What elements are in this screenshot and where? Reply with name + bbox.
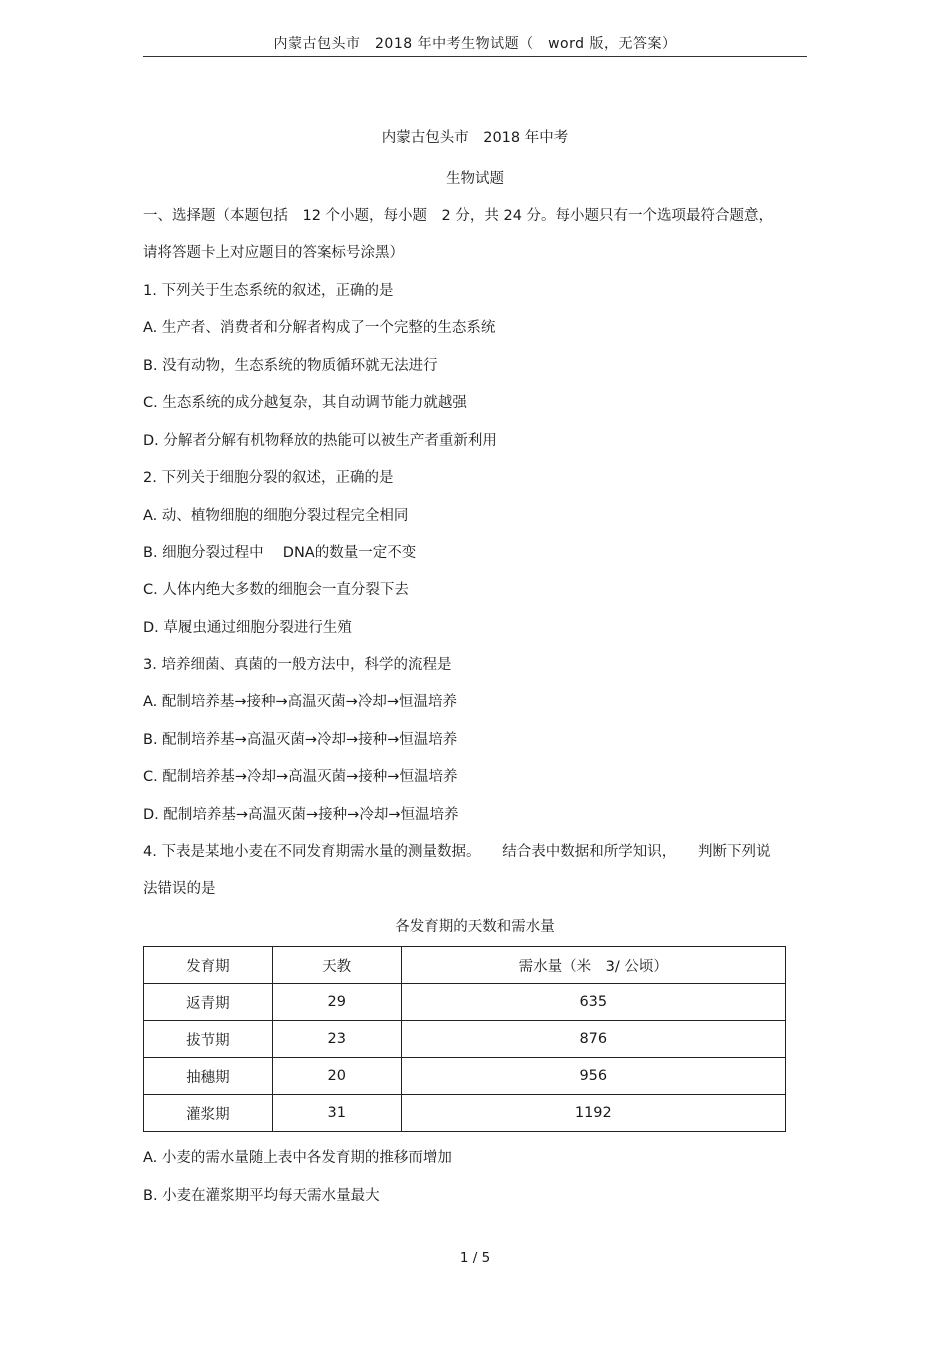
document-title: 内蒙古包头市 2018 年中考: [381, 130, 569, 146]
table-cell-stage: 抽穗期: [144, 1058, 273, 1095]
table-row: [144, 1021, 786, 1058]
table-caption: 各发育期的天数和需水量: [395, 919, 555, 935]
table-cell-days: 29: [272, 984, 401, 1021]
question-4-option-b: B. 小麦在灌浆期平均每天需水量最大: [143, 1188, 380, 1204]
question-1-option-d: D. 分解者分解有机物释放的热能可以被生产者重新利用: [143, 433, 497, 449]
section-intro-continued: 请将答题卡上对应题目的答案标号涂黑）: [143, 245, 404, 261]
table-cell-water: 956: [401, 1058, 785, 1095]
question-2-option-a: A. 动、植物细胞的细胞分裂过程完全相同: [143, 508, 409, 524]
question-3-option-b: B. 配制培养基→高温灭菌→冷却→接种→恒温培养: [143, 732, 458, 748]
table-cell-water: 1192: [401, 1095, 785, 1132]
table-cell-stage: 拔节期: [144, 1021, 273, 1058]
water-requirement-table: [143, 946, 786, 1132]
question-1-stem: 1. 下列关于生态系统的叙述，正确的是: [143, 283, 394, 299]
table-cell-water: 635: [401, 984, 785, 1021]
column-header-stage: 发育期: [144, 947, 273, 984]
table-cell-stage: 灌浆期: [144, 1095, 273, 1132]
table-row: [144, 1095, 786, 1132]
table-row: [144, 984, 786, 1021]
question-2-stem: 2. 下列关于细胞分裂的叙述，正确的是: [143, 470, 394, 486]
question-2-option-b: B. 细胞分裂过程中 DNA的数量一定不变: [143, 545, 417, 561]
page-header: 内蒙古包头市 2018 年中考生物试题（ word 版，无答案）: [143, 34, 807, 57]
column-header-water: 需水量（米 3/ 公顷）: [401, 947, 785, 984]
question-3-option-c: C. 配制培养基→冷却→高温灭菌→接种→恒温培养: [143, 769, 458, 785]
column-header-days: 天教: [272, 947, 401, 984]
table-cell-water: 876: [401, 1021, 785, 1058]
table-cell-stage: 返青期: [144, 984, 273, 1021]
question-2-option-c: C. 人体内绝大多数的细胞会一直分裂下去: [143, 582, 409, 598]
table-cell-days: 23: [272, 1021, 401, 1058]
table-header-row: [144, 947, 786, 984]
document-subtitle: 生物试题: [446, 171, 504, 187]
page-number: 1 / 5: [459, 1250, 491, 1266]
table-cell-days: 31: [272, 1095, 401, 1132]
table-cell-days: 20: [272, 1058, 401, 1095]
question-4-stem-continued: 法错误的是: [143, 881, 216, 897]
question-1-option-c: C. 生态系统的成分越复杂，其自动调节能力就越强: [143, 395, 467, 411]
question-3-stem: 3. 培养细菌、真菌的一般方法中，科学的流程是: [143, 657, 452, 673]
question-4-option-a: A. 小麦的需水量随上表中各发育期的推移而增加: [143, 1150, 452, 1166]
question-3-option-a: A. 配制培养基→接种→高温灭菌→冷却→恒温培养: [143, 694, 457, 710]
question-3-option-d: D. 配制培养基→高温灭菌→接种→冷却→恒温培养: [143, 807, 459, 823]
table-row: [144, 1058, 786, 1095]
section-intro: 一、选择题（本题包括 12 个小题，每小题 2 分，共 24 分。每小题只有一个选项最符合题意，: [143, 208, 774, 224]
question-1-option-a: A. 生产者、消费者和分解者构成了一个完整的生态系统: [143, 320, 496, 336]
question-4-stem: 4. 下表是某地小麦在不同发育期需水量的测量数据。 结合表中数据和所学知识， 判断下列说: [143, 844, 771, 860]
question-1-option-b: B. 没有动物，生态系统的物质循环就无法进行: [143, 358, 438, 374]
question-2-option-d: D. 草履虫通过细胞分裂进行生殖: [143, 620, 352, 636]
